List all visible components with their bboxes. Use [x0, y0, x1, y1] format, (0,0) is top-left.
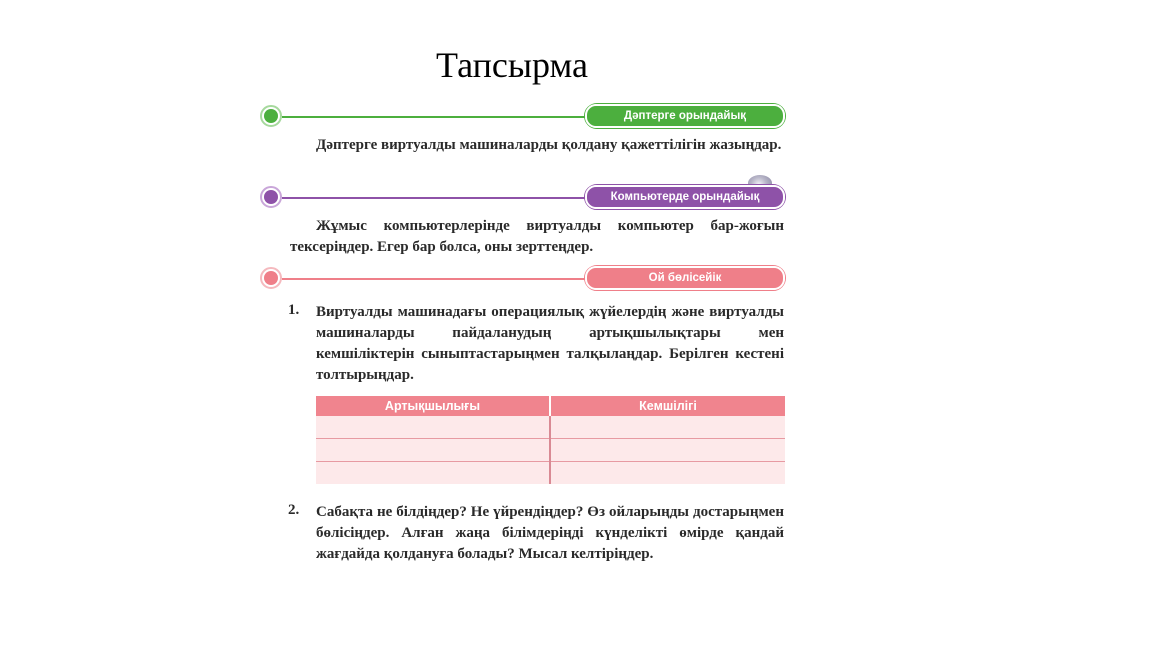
- table-cell-input[interactable]: [550, 439, 785, 462]
- section-label: Ой бөлісейік: [585, 266, 785, 290]
- section-badge: [584, 103, 786, 129]
- circle-marker-icon: [260, 267, 282, 289]
- section-label: Компьютерде орындайық: [585, 185, 785, 209]
- page-title-text: Тапсырма: [436, 45, 588, 85]
- table-cell-input[interactable]: [316, 439, 550, 462]
- notebook-task-text: [290, 135, 784, 156]
- table-header-row: [316, 396, 785, 416]
- computer-task-body: Жұмыс компьютерлерінде виртуалды компьютер бар-жоғын тексеріңдер. Егер бар болса, оны зерттеңдер.: [290, 218, 784, 255]
- section-label: Дəптерге орындайық: [585, 104, 785, 128]
- divider-line: [282, 116, 606, 118]
- list-number: 2.: [288, 502, 300, 518]
- divider-line: [282, 197, 606, 199]
- pros-cons-table: [316, 396, 785, 484]
- section-header-notebook: [258, 103, 786, 133]
- section-badge: [584, 184, 786, 210]
- circle-marker-icon: [260, 186, 282, 208]
- section-badge: [584, 265, 786, 291]
- table-cell-input[interactable]: [550, 462, 785, 485]
- list-item-text: Виртуалды машинадағы операциялық жүйелердің жəне виртуалды машиналарды пайдаланудың артықшылықтары мен кемшіліктерін сыныптастарыңмен талқылаңдар. Берілген кестені толтырыңдар.: [316, 304, 784, 383]
- table-row: [316, 416, 785, 439]
- list-item-text: Сабақта не білдіңдер? Не үйрендіңдер? Өз ойларыңды достарыңмен бөлісіңдер. Алған жаңа білімдеріңді күнделікті өмірде қандай жағдайда қолдануға болады? Мысал келтіріңдер.: [316, 504, 784, 562]
- column-header-advantages: Артықшылығы: [316, 396, 550, 416]
- circle-marker-icon: [260, 105, 282, 127]
- table-row: [316, 462, 785, 485]
- notebook-task-body: Дəптерге виртуалды машиналарды қолдану қажеттілігін жазыңдар.: [316, 137, 782, 153]
- table-row: [316, 439, 785, 462]
- table-cell-input[interactable]: [316, 462, 550, 485]
- table-cell-input[interactable]: [316, 416, 550, 439]
- list-number: 1.: [288, 302, 300, 318]
- column-header-disadvantages: Кемшілігі: [550, 396, 785, 416]
- divider-line: [282, 278, 606, 280]
- section-header-discussion: [258, 265, 786, 295]
- computer-task-text: [290, 216, 784, 258]
- table-cell-input[interactable]: [550, 416, 785, 439]
- section-header-computer: [258, 184, 786, 214]
